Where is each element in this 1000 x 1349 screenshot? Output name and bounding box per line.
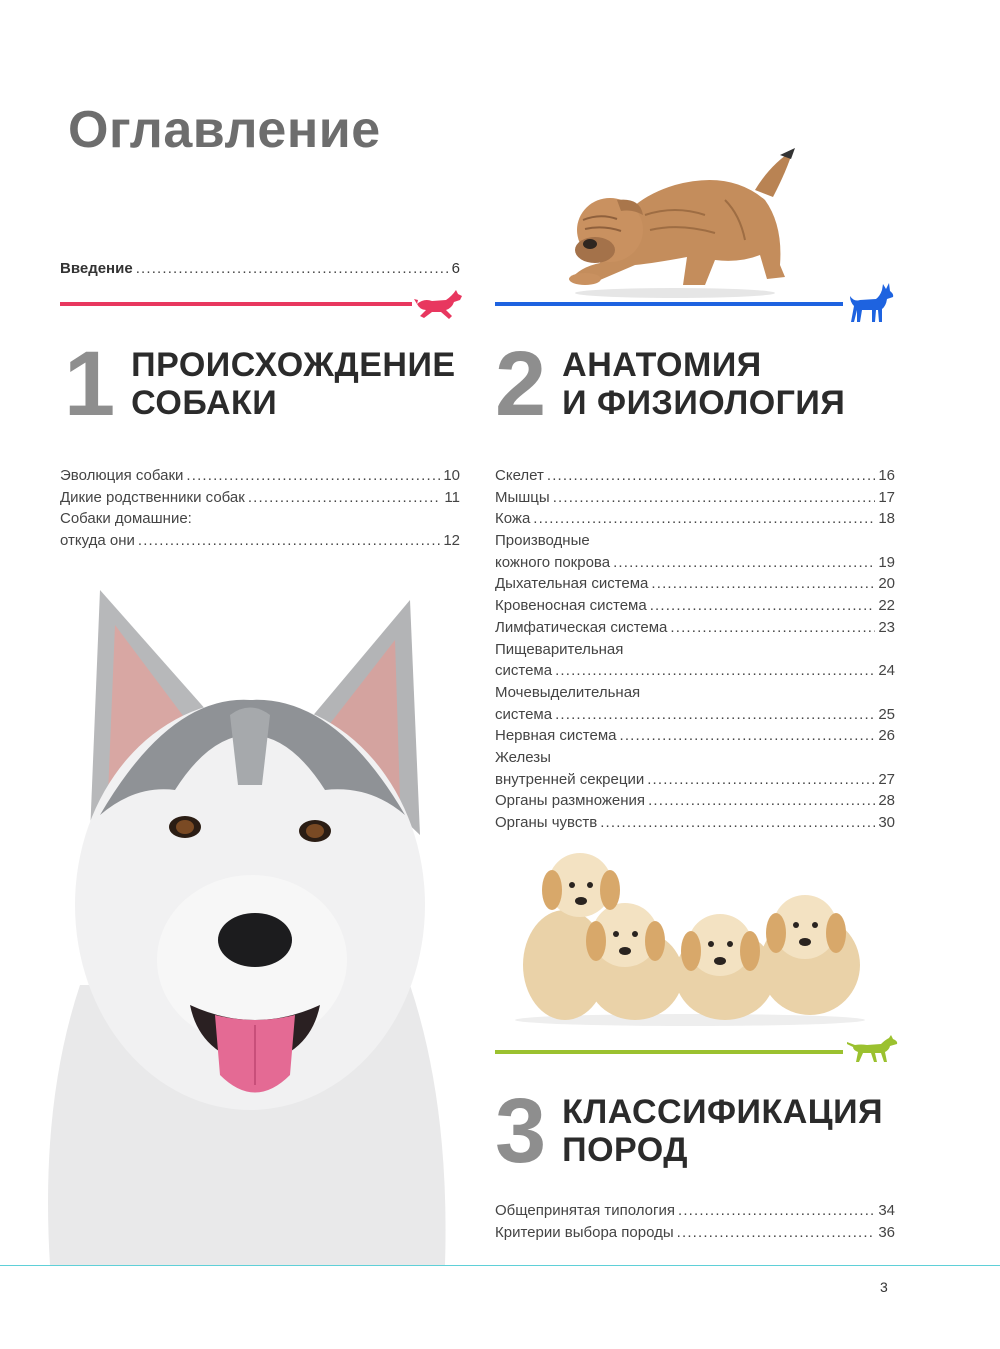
toc-entry[interactable] xyxy=(495,595,895,617)
toc-entry-page: 18 xyxy=(878,510,895,528)
chapter-title-line: И ФИЗИОЛОГИЯ xyxy=(562,384,846,422)
toc-entry[interactable] xyxy=(495,769,895,791)
toc-entry[interactable] xyxy=(495,1200,895,1222)
toc-entry[interactable] xyxy=(60,530,460,552)
toc-entry[interactable] xyxy=(495,812,895,834)
toc-entry-label: Введение xyxy=(60,260,133,277)
toc-entry-label: Пищеварительная xyxy=(495,640,624,658)
toc-entry-page: 28 xyxy=(878,792,895,810)
toc-entry-page: 24 xyxy=(878,662,895,680)
chapter-title-line: КЛАССИФИКАЦИЯ xyxy=(562,1092,884,1131)
toc-entry-label: Дыхательная система xyxy=(495,575,649,593)
toc-entry-page: 19 xyxy=(878,553,895,571)
chapter-title xyxy=(562,346,845,422)
toc-entry-label: внутренней секреции xyxy=(495,770,645,788)
chapter-title-line: ПОРОД xyxy=(562,1131,689,1169)
toc-entry-page: 22 xyxy=(878,597,895,615)
toc-entry[interactable] xyxy=(60,465,460,487)
chapter-1-toc xyxy=(60,465,460,552)
toc-entry-intro[interactable] xyxy=(60,260,460,277)
dot-leader xyxy=(677,1222,876,1244)
page-number: 3 xyxy=(880,1279,888,1295)
dot-leader xyxy=(533,508,875,530)
dot-leader xyxy=(136,260,449,277)
chapter-number: 2 xyxy=(495,333,547,435)
dot-leader xyxy=(670,617,875,639)
toc-entry[interactable] xyxy=(495,704,895,726)
toc-entry[interactable] xyxy=(495,617,895,639)
chapter-3-toc xyxy=(495,1200,895,1243)
toc-entry-label: Скелет xyxy=(495,467,544,484)
toc-entry-label: откуда они xyxy=(60,532,135,550)
dot-leader xyxy=(613,552,875,574)
toc-entry-label: Органы размножения xyxy=(495,792,646,810)
toc-entry[interactable] xyxy=(495,487,895,509)
toc-entry-page: 10 xyxy=(443,467,460,484)
toc-entry[interactable] xyxy=(495,747,895,769)
toc-entry-page: 25 xyxy=(878,705,895,723)
toc-entry-label: Железы xyxy=(495,748,551,766)
toc-entry[interactable] xyxy=(495,639,895,661)
standing-dog-icon xyxy=(846,282,896,324)
toc-entry[interactable] xyxy=(495,552,895,574)
toc-entry-label: Производные xyxy=(495,532,590,550)
chapter-title-line: СОБАКИ xyxy=(131,384,278,422)
toc-entry[interactable] xyxy=(495,790,895,812)
chapter-1-heading xyxy=(64,333,456,435)
running-dog-icon xyxy=(414,286,464,322)
dot-leader xyxy=(248,487,442,509)
dot-leader xyxy=(648,790,875,812)
shar-pei-puppy-photo xyxy=(555,145,800,300)
toc-entry[interactable] xyxy=(495,508,895,530)
toc-entry-label: Критерии выбора породы xyxy=(495,1223,674,1241)
chapter-title-line: ПРОИСХОЖДЕНИЕ xyxy=(131,345,456,384)
toc-entry-label: система xyxy=(495,662,553,680)
dot-leader xyxy=(555,660,875,682)
page-title: Оглавление xyxy=(68,101,381,159)
toc-entry[interactable] xyxy=(60,487,460,509)
chapter-title xyxy=(131,346,455,422)
dot-leader xyxy=(555,704,875,726)
dot-leader xyxy=(547,465,875,487)
toc-entry[interactable] xyxy=(495,682,895,704)
chapter-2-toc xyxy=(495,465,895,834)
dot-leader xyxy=(186,465,440,487)
toc-entry[interactable] xyxy=(60,508,460,530)
toc-entry[interactable] xyxy=(495,660,895,682)
chapter-number: 1 xyxy=(64,333,116,435)
dot-leader xyxy=(647,769,875,791)
dot-leader xyxy=(650,595,876,617)
toc-entry[interactable] xyxy=(495,465,895,487)
toc-entry-label: Общепринятая типология xyxy=(495,1202,675,1219)
dot-leader xyxy=(619,725,875,747)
toc-entry-page: 27 xyxy=(878,770,895,788)
golden-retriever-puppies-photo xyxy=(510,845,870,1030)
chapter-2-rule xyxy=(495,302,843,306)
pointing-dog-icon xyxy=(845,1034,899,1064)
toc-entry-label: Кровеносная система xyxy=(495,597,647,615)
chapter-3-heading xyxy=(495,1080,884,1182)
toc-entry[interactable] xyxy=(495,573,895,595)
toc-entry-page: 34 xyxy=(878,1202,895,1219)
toc-entry-page: 26 xyxy=(878,727,895,745)
toc-entry-label: Собаки домашние: xyxy=(60,510,192,528)
toc-entry-page: 11 xyxy=(444,488,460,506)
toc-entry-page: 16 xyxy=(878,467,895,484)
toc-entry-label: Кожа xyxy=(495,510,531,528)
toc-entry-page: 20 xyxy=(878,575,895,593)
toc-entry-page: 23 xyxy=(878,618,895,636)
toc-entry-label: Нервная система xyxy=(495,727,617,745)
toc-entry-label: Органы чувств xyxy=(495,814,598,831)
chapter-1-rule xyxy=(60,302,412,306)
toc-entry-label: Лимфатическая система xyxy=(495,618,668,636)
toc-entry-label: Мышцы xyxy=(495,488,550,506)
dot-leader xyxy=(553,487,876,509)
toc-entry-label: Эволюция собаки xyxy=(60,467,184,484)
toc-entry-page: 6 xyxy=(451,260,460,277)
husky-photo xyxy=(40,585,450,1265)
toc-entry-label: Мочевыделительная xyxy=(495,683,641,701)
toc-entry-label: Дикие родственники собак xyxy=(60,488,245,506)
toc-entry-page: 36 xyxy=(878,1223,895,1241)
toc-entry-page: 12 xyxy=(443,532,460,550)
toc-entry-page: 30 xyxy=(878,814,895,831)
chapter-3-rule xyxy=(495,1050,843,1054)
dot-leader xyxy=(678,1200,875,1222)
toc-entry[interactable] xyxy=(495,530,895,552)
dot-leader xyxy=(600,812,875,834)
dot-leader xyxy=(138,530,440,552)
footer-rule xyxy=(0,1265,1000,1266)
chapter-2-heading xyxy=(495,333,846,435)
toc-entry-label: кожного покрова xyxy=(495,553,611,571)
dot-leader xyxy=(651,573,875,595)
toc-entry-page: 17 xyxy=(878,488,895,506)
toc-entry[interactable] xyxy=(495,725,895,747)
chapter-title-line: АНАТОМИЯ xyxy=(562,345,762,384)
chapter-title xyxy=(562,1093,883,1169)
toc-entry[interactable] xyxy=(495,1222,895,1244)
chapter-number: 3 xyxy=(495,1080,547,1182)
toc-entry-label: система xyxy=(495,705,553,723)
